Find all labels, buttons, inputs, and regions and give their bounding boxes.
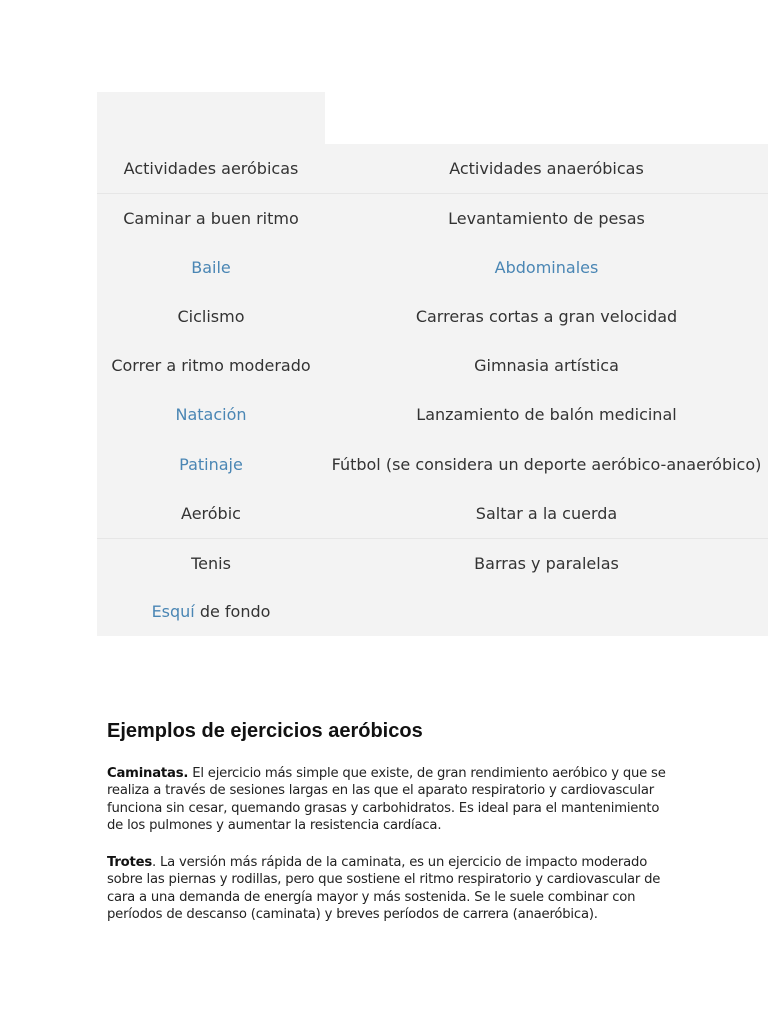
paragraph-trotes: [107, 854, 667, 924]
aerobic-link[interactable]: Natación: [175, 405, 247, 424]
header-aerobic: Actividades aeróbicas: [123, 159, 299, 178]
anaerobic-cell: Barras y paralelas: [474, 554, 619, 573]
table-row: [97, 587, 768, 636]
table-header-row: [97, 144, 768, 193]
anaerobic-cell: [325, 587, 768, 636]
anaerobic-cell: Fútbol (se considera un deporte aeróbico-anaeróbico): [331, 455, 762, 474]
paragraph-caminatas: [107, 765, 667, 835]
table-row: [97, 390, 768, 439]
table-row: [97, 341, 768, 390]
aerobic-link[interactable]: Baile: [191, 258, 231, 277]
paragraph-lead: Trotes: [107, 855, 153, 870]
table-body: [97, 144, 768, 636]
aerobic-cell-wrap: [97, 587, 325, 636]
table-row: [97, 538, 768, 588]
anaerobic-link[interactable]: Abdominales: [494, 258, 599, 277]
table-corner-block: [97, 92, 325, 144]
paragraph-lead: Caminatas.: [107, 766, 189, 781]
table-row: [97, 440, 768, 489]
section-heading: Ejemplos de ejercicios aeróbicos: [107, 720, 423, 742]
table-row: [97, 292, 768, 341]
aerobic-cell-wrap: [97, 440, 325, 489]
aerobic-cell: Caminar a buen ritmo: [123, 209, 299, 228]
anaerobic-cell: Gimnasia artística: [474, 356, 619, 375]
aerobic-cell: Aeróbic: [181, 504, 241, 523]
anaerobic-cell-wrap: [325, 243, 768, 292]
aerobic-cell-wrap: [97, 243, 325, 292]
header-anaerobic: Actividades anaeróbicas: [449, 159, 644, 178]
aerobic-cell: Ciclismo: [177, 307, 245, 326]
aerobic-cell: Tenis: [191, 554, 231, 573]
aerobic-cell-wrap: [97, 390, 325, 439]
paragraph-text: . La versión más rápida de la caminata, es un ejercicio de impacto moderado sobre las piernas y rodillas, pero que sostiene el ritmo respiratorio y cardiovascular de cara a una demanda de energía mayor y más sostenida. Se le suele combinar con períodos de descanso (caminata) y breves períodos de carrera (anaeróbica).: [107, 855, 661, 923]
anaerobic-cell: Levantamiento de pesas: [448, 209, 645, 228]
table-row: [97, 193, 768, 243]
aerobic-link[interactable]: Patinaje: [179, 455, 243, 474]
aerobic-cell-text: de fondo: [194, 602, 271, 621]
anaerobic-cell: Carreras cortas a gran velocidad: [415, 307, 678, 326]
aerobic-link[interactable]: Esquí: [151, 602, 195, 621]
activities-table: [97, 92, 768, 636]
table-row: [97, 243, 768, 292]
aerobic-cell: Correr a ritmo moderado: [111, 356, 311, 375]
paragraph-text: El ejercicio más simple que existe, de gran rendimiento aeróbico y que se realiza a través de sesiones largas en las que el aparato respiratorio y cardiovascular funciona sin cesar, quemando grasas y carbohidratos. Es ideal para el mantenimiento de los pulmones y aumentar la resistencia cardíaca.: [107, 766, 666, 834]
anaerobic-cell: Lanzamiento de balón medicinal: [416, 405, 677, 424]
table-row: [97, 489, 768, 538]
anaerobic-cell: Saltar a la cuerda: [475, 504, 618, 523]
